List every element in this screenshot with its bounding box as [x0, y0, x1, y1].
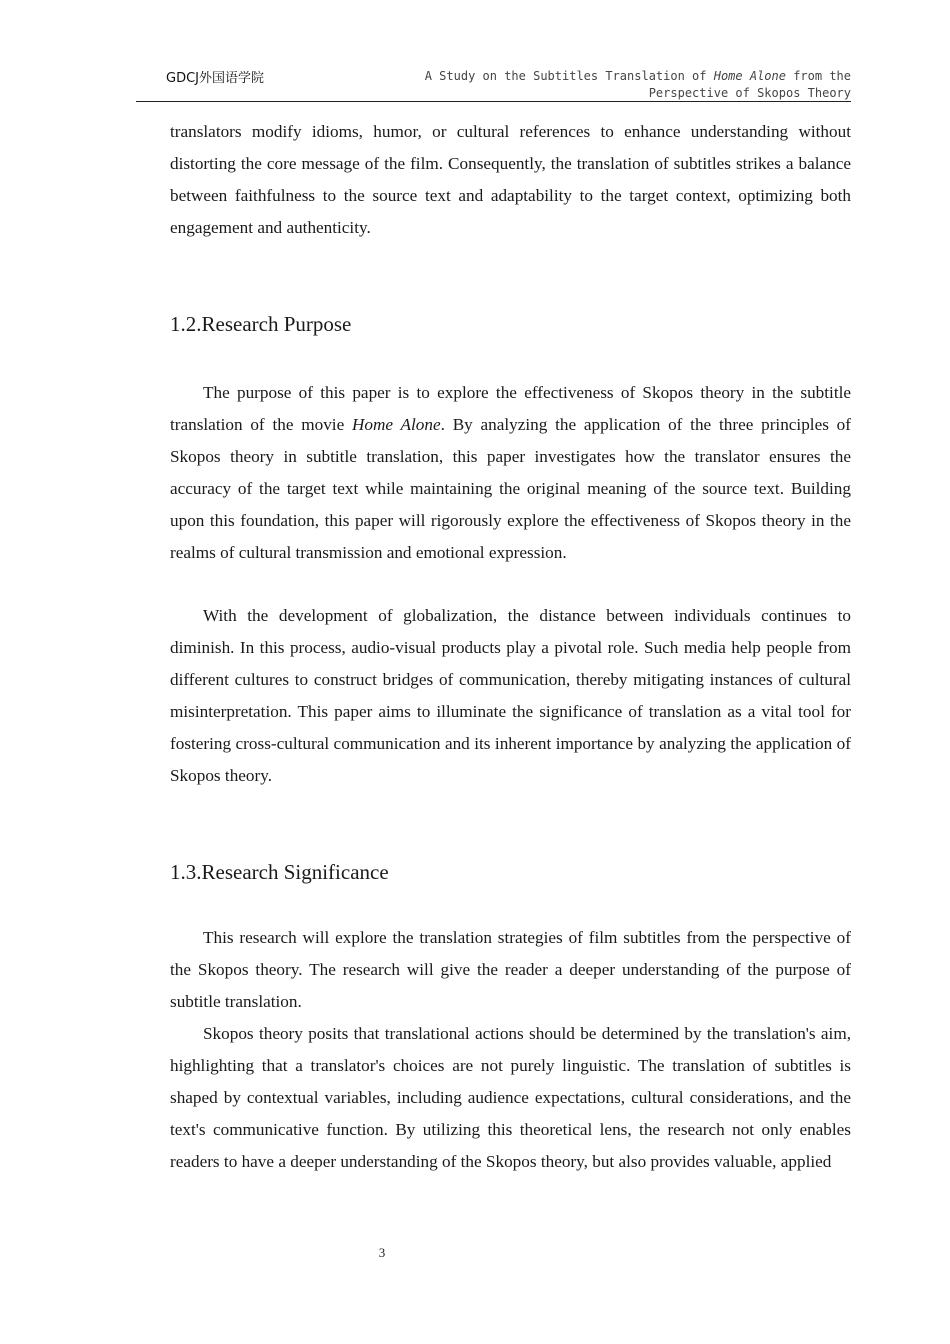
film-title-italic: Home Alone — [351, 414, 441, 434]
paragraph-purpose-1-text-a: The purpose of this paper is to explore the effectiveness of Skopos theory in the subtitle translation of the movie — [170, 383, 851, 434]
paragraph-continued: translators modify idioms, humor, or cultural references to enhance understanding without distorting the core message of the film. Consequently, the translation of subtitles strikes a balance between faithfulness to the source text and adaptability to the target context, optimizing both engagement and authenticity. — [170, 122, 851, 237]
header-title-suffix: from the — [785, 69, 851, 83]
paragraph-purpose-1-text-b: . By analyzing the application of the three principles of Skopos theory in subtitle translation, this paper investigates how the translator ensures the accuracy of the target text while maintaining the original meaning of the source text. Building upon this foundation, this paper will rigorously explore the effectiveness of Skopos theory in the realms of cultural transmission and emotional expression. — [170, 414, 851, 562]
paragraph-significance-1: This research will explore the translation strategies of film subtitles from the perspective of the Skopos theory. The research will give the reader a deeper understanding of the purpose of subtitle translation. — [170, 928, 851, 1011]
header-title-prefix: A Study on the Subtitles Translation of — [424, 69, 714, 83]
section-heading-research-significance: 1.3.Research Significance — [170, 860, 389, 884]
header-title-line2: Perspective of Skopos Theory — [648, 86, 851, 100]
header-running-title — [400, 68, 851, 102]
header-divider — [136, 101, 851, 102]
header-institution: GDCJ外国语学院 — [166, 71, 264, 86]
page-number: 3 — [378, 1245, 386, 1260]
section-heading-research-purpose: 1.2.Research Purpose — [170, 312, 352, 336]
paragraph-significance-2: Skopos theory posits that translational actions should be determined by the translation's aim, highlighting that a translator's choices are not purely linguistic. The translation of subtitles is shaped by contextual variables, including audience expectations, cultural considerations, and the text's communicative function. By utilizing this theoretical lens, the research not only enables readers to have a deeper understanding of the Skopos theory, but also provides valuable, applied — [170, 1024, 851, 1171]
header-title-italic: Home Alone — [713, 69, 786, 83]
paragraph-purpose-1 — [170, 377, 851, 568]
paragraph-purpose-2: With the development of globalization, the distance between individuals continues to diminish. In this process, audio-visual products play a pivotal role. Such media help people from different cultures to construct bridges of communication, thereby mitigating instances of cultural misinterpretation. This paper aims to illuminate the significance of translation as a vital tool for fostering cross-cultural communication and its inherent importance by analyzing the application of Skopos theory. — [170, 606, 851, 785]
